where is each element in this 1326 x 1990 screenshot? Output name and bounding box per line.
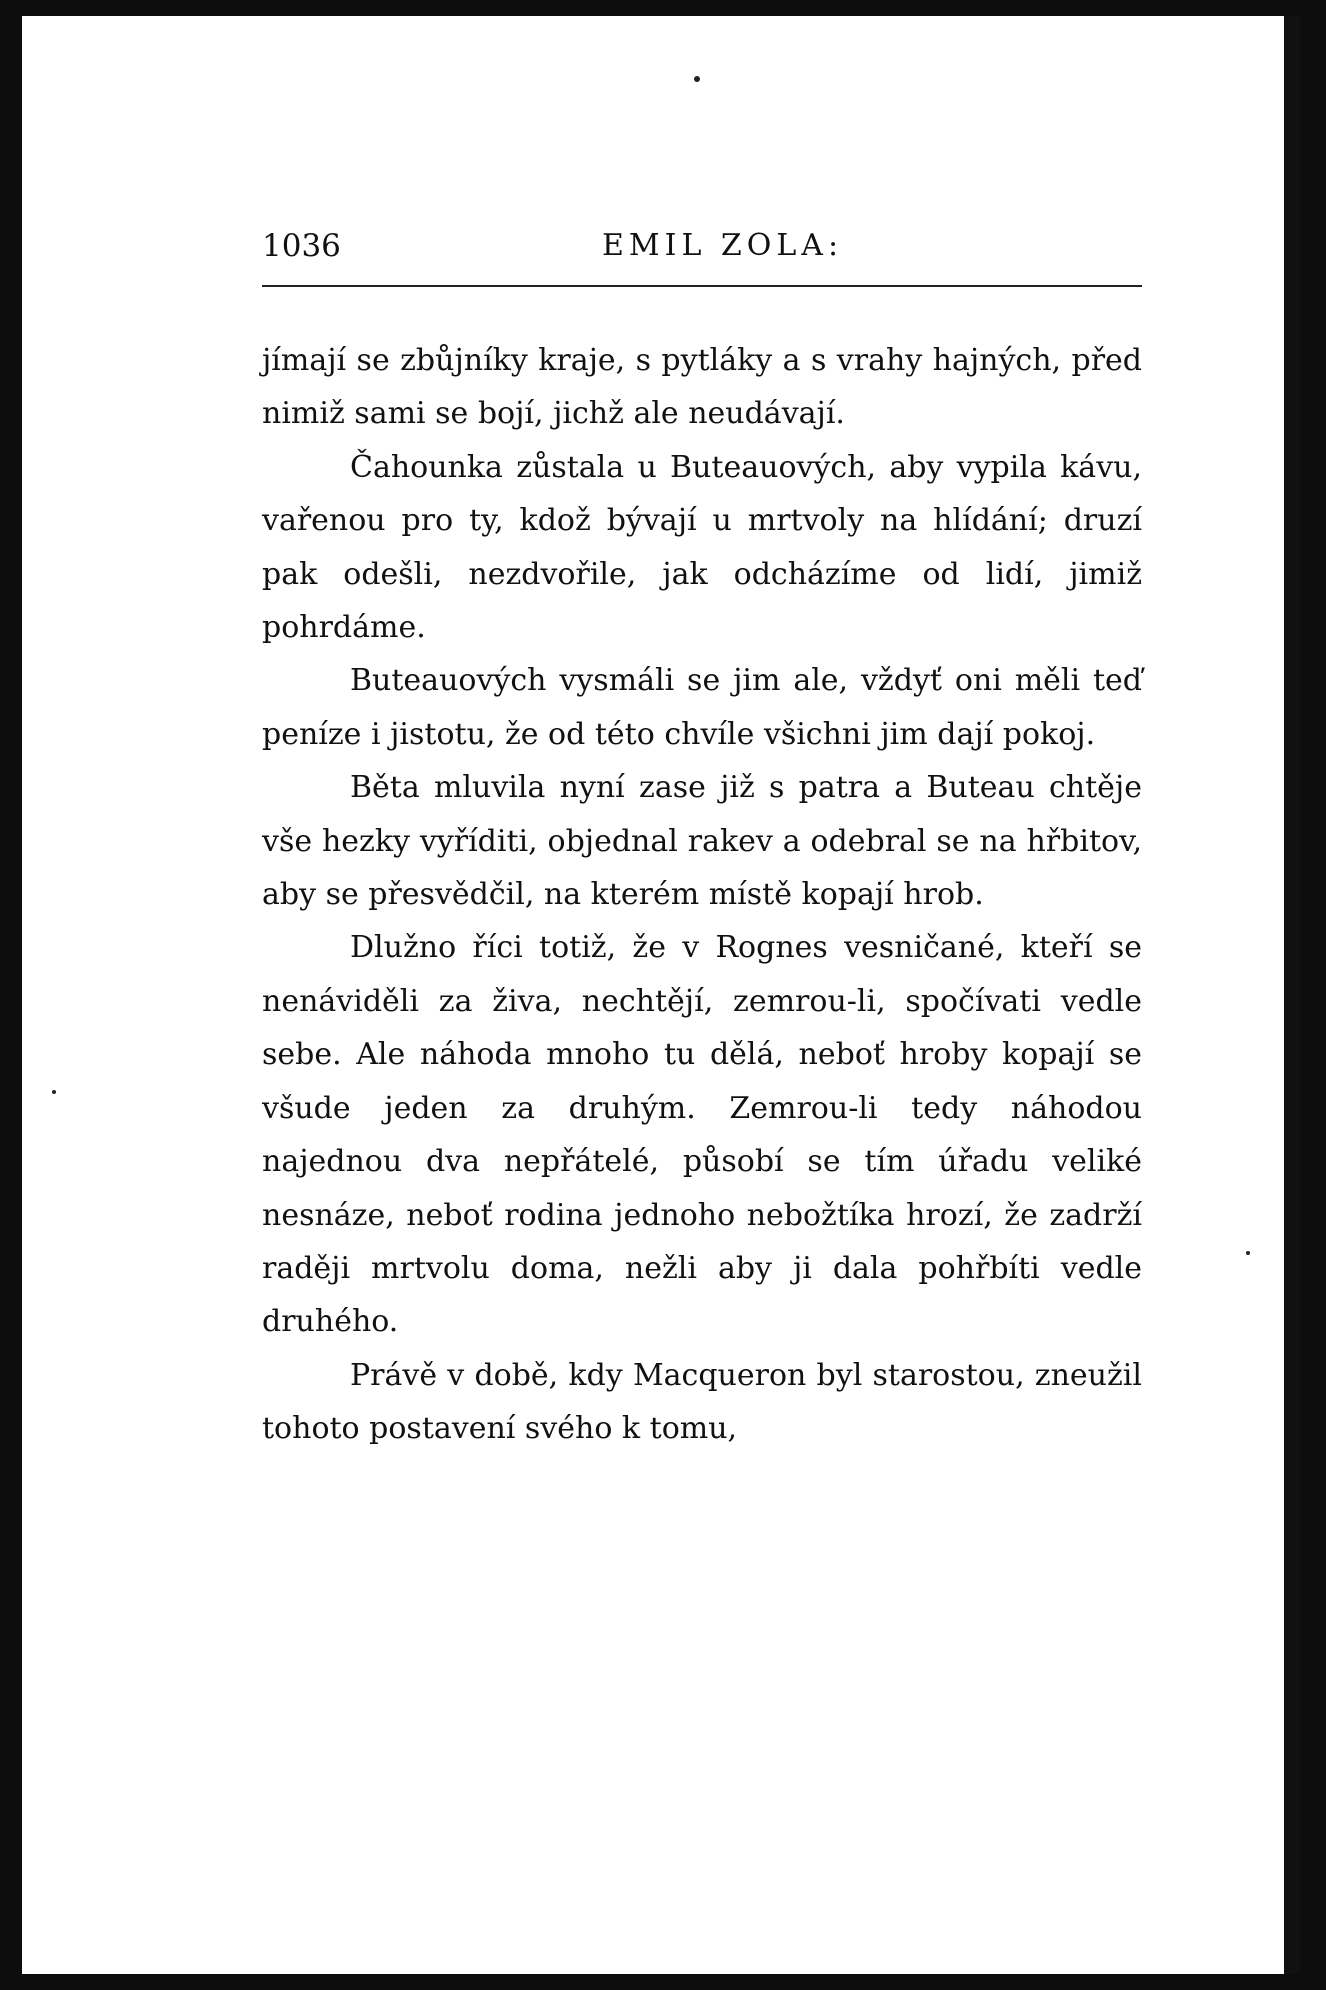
book-page (22, 16, 1300, 1974)
paragraph: Běta mluvila nyní zase již s patra a Buteau chtěje vše hezky vyříditi, objednal rakev a odebral se na hřbitov, aby se přesvědčil, na kterém místě kopají hrob. (262, 770, 1142, 913)
running-head: EMIL ZOLA: (602, 228, 844, 263)
scan-speck (1246, 1251, 1250, 1255)
paragraph: jímají se zbůjníky kraje, s pytláky a s vrahy hajných, před nimiž sami se bojí, jichž ale neudávají. (262, 343, 1142, 432)
scan-edge (1284, 16, 1300, 1974)
paragraph: Právě v době, kdy Macqueron byl starostou, zneužil tohoto postavení svého k tomu, (262, 1357, 1142, 1447)
scan-speck (52, 1090, 56, 1094)
paragraph: Čahounka zůstala u Buteauových, aby vypila kávu, vařenou pro ty, kdož bývají u mrtvoly na hlídání; druzí pak odešli, nezdvořile, jak odcházíme od lidí, jimiž pohrdáme. (262, 449, 1142, 646)
page-header (262, 228, 1142, 284)
paragraph: Dlužno říci totiž, že v Rognes vesničané, kteří se nenáviděli za živa, nechtějí, zemrou-li, spočívati vedle sebe. Ale náhoda mnoho tu dělá, neboť hroby kopají se všude jeden za druhým. Zemrou-li tedy náhodou najednou dva nepřátelé, působí se tím úřadu veliké nesnáze, neboť rodina jednoho nebožtíka hrozí, že zadrží raději mrtvolu doma, nežli aby ji dala pohřbíti vedle druhého. (262, 930, 1142, 1340)
page-number: 1036 (262, 228, 341, 264)
paragraph: Buteauových vysmáli se jim ale, vždyť oni měli teď peníze i jistotu, že od této chvíle všichni jim dají pokoj. (262, 663, 1142, 752)
header-rule (262, 285, 1142, 287)
scan-speck (694, 76, 700, 82)
body-text (262, 334, 1142, 1456)
